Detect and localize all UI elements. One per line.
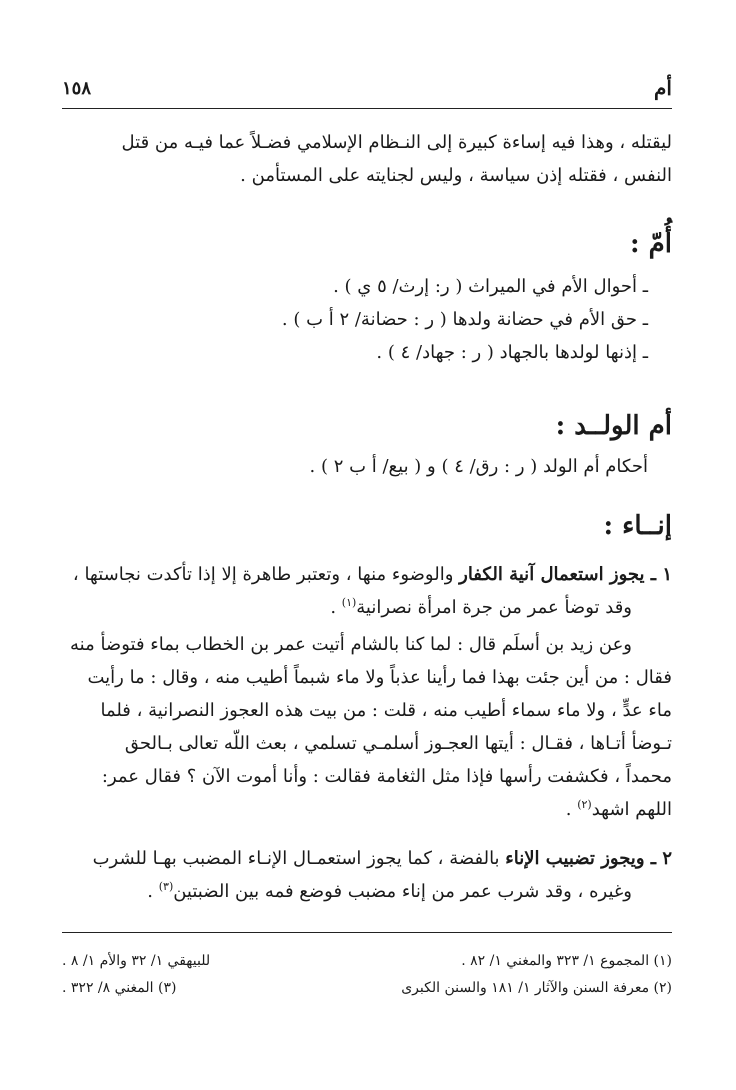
header-rule: [62, 108, 672, 109]
page-header: [62, 76, 672, 102]
list-item: ـ حق الأم في حضانة ولدها ( ر : حضانة/ ٢ أ ب ) .: [281, 309, 648, 330]
item-1-lead: ١ ـ يجوز استعمال آنية الكفار: [459, 564, 672, 585]
narration-line-6: اللهم اشهد: [591, 799, 672, 820]
narration-line-5: محمداً ، فكشفت رأسها فإذا مثل الثغامة فقالت : وأنا أموت الآن ؟ فقال عمر:: [101, 766, 672, 787]
footnote-1: (١) المجموع ١/ ٣٢٣ والمغني ١/ ٨٢ .: [461, 953, 672, 969]
intro-paragraph: [62, 126, 672, 192]
footnote-ref-2[interactable]: (٢): [577, 798, 592, 811]
narration-line-2: فقال : من أين جئت بهذا فما رأينا عذباً ولا ماء شبماً أطيب منه ، وقال : ما رأيت: [87, 667, 672, 688]
list-item: ـ أحوال الأم في الميراث ( ر: إرث/ ٥ ي ) .: [333, 276, 648, 297]
footnote-row: [62, 948, 672, 975]
section-inaa: [62, 506, 672, 546]
item-2-lead: ٢ ـ ويجوز تضبيب الإناء: [505, 848, 672, 869]
footnote-row: [62, 975, 672, 1002]
umm-walad-text: [62, 450, 672, 483]
section-umm: [62, 224, 672, 264]
narration-line-1: وعن زيد بن أسلَم قال : لما كنا بالشام أتيت عمر بن الخطاب بماء فتوضأ منه: [70, 634, 632, 655]
narration-line-3: ماء عدٍّ ، ولا ماء سماء أطيب منه ، قلت : من بيت هذه العجوز النصرانية ، فلما: [100, 700, 672, 721]
umm-list: [62, 270, 672, 369]
footnote-2-continued: للبيهقي ١/ ٣٢ والأم ١/ ٨ .: [62, 953, 211, 969]
footnote-2: (٢) معرفة السنن والآثار ١/ ١٨١ والسنن الكبرى: [401, 980, 672, 996]
section-heading-umm-walad: أم الولــد :: [555, 411, 672, 441]
footnotes: [62, 948, 672, 1002]
item-2-rest: بالفضة ، كما يجوز استعمـال الإنـاء المضبب بهـا للشرب: [92, 848, 506, 869]
page-number: ١٥٨: [62, 78, 92, 99]
section-heading-umm: أُمّ :: [630, 229, 672, 259]
item-2-line-2: وغيره ، وقد شرب عمر من إناء مضبب فوضع فمه بين الضبتين: [173, 881, 632, 902]
footnote-3: (٣) المغني ٨/ ٣٢٢ .: [62, 980, 177, 996]
inaa-item-1: ١ ـ يجوز استعمال آنية الكفار والوضوء منها ، وتعتبر طاهرة إلا إذا تأكدت نجاستها ، وقد توضأ عمر من جرة امرأة نصرانية$^{(١)}$ .: [72, 564, 672, 618]
inaa-item-2: ٢ ـ ويجوز تضبيب الإناء بالفضة ، كما يجوز استعمـال الإنـاء المضبب بهـا للشرب وغيره ، وقد شرب عمر من إناء مضبب فوضع فمه بين الضبتين$^{(٣)}$ .: [92, 848, 672, 902]
narration-line-4: تـوضأ أتـاها ، فقـال : أيتها العجـوز أسلمـي تسلمي ، بعث اللّه تعالى بـالحق: [124, 733, 672, 754]
footnote-ref-1[interactable]: (١): [341, 596, 357, 609]
item-1-line-2: وقد توضأ عمر من جرة امرأة نصرانية: [356, 597, 632, 618]
item-1-rest: والوضوء منها ، وتعتبر طاهرة إلا إذا تأكدت نجاستها ،: [72, 564, 460, 585]
narration-paragraph: وعن زيد بن أسلَم قال : لما كنا بالشام أتيت عمر بن الخطاب بماء فتوضأ منه فقال : من أين جئت بهذا فما رأينا عذباً ولا ماء شبماً أطيب منه ، وقال : ما رأيت ماء عدٍّ ، ولا ماء سماء أطيب منه ، قلت : من بيت هذه العجوز النصرانية ، فلما تـوضأ أتـاها ، فقـال : أيتها العجـوز أسلمـي تسلمي ، بعث اللّه تعالى بـالحق محمداً ، فكشفت رأسها فإذا مثل الثغامة فقالت : وأنا أموت الآن ؟ فقال عمر: اللهم اشهد$^{(٢)}$ .: [62, 628, 672, 826]
running-title: أم: [654, 76, 672, 100]
section-heading-inaa: إنــاء :: [603, 511, 672, 541]
footnote-ref-3[interactable]: (٣): [158, 880, 174, 893]
umm-walad-line: أحكام أم الولد ( ر : رق/ ٤ ) و ( بيع/ أ ب ٢ ) .: [309, 456, 648, 477]
intro-line-2: النفس ، فقتله إذن سياسة ، وليس لجنايته على المستأمن .: [240, 165, 672, 186]
intro-line-1: ليقتله ، وهذا فيه إساءة كبيرة إلى النـظام الإسلامي فضـلاً عما فيـه من قتل: [121, 132, 672, 153]
footnote-rule: [62, 932, 672, 933]
list-item: ـ إذنها لولدها بالجهاد ( ر : جهاد/ ٤ ) .: [376, 342, 648, 363]
section-umm-walad: [62, 406, 672, 446]
